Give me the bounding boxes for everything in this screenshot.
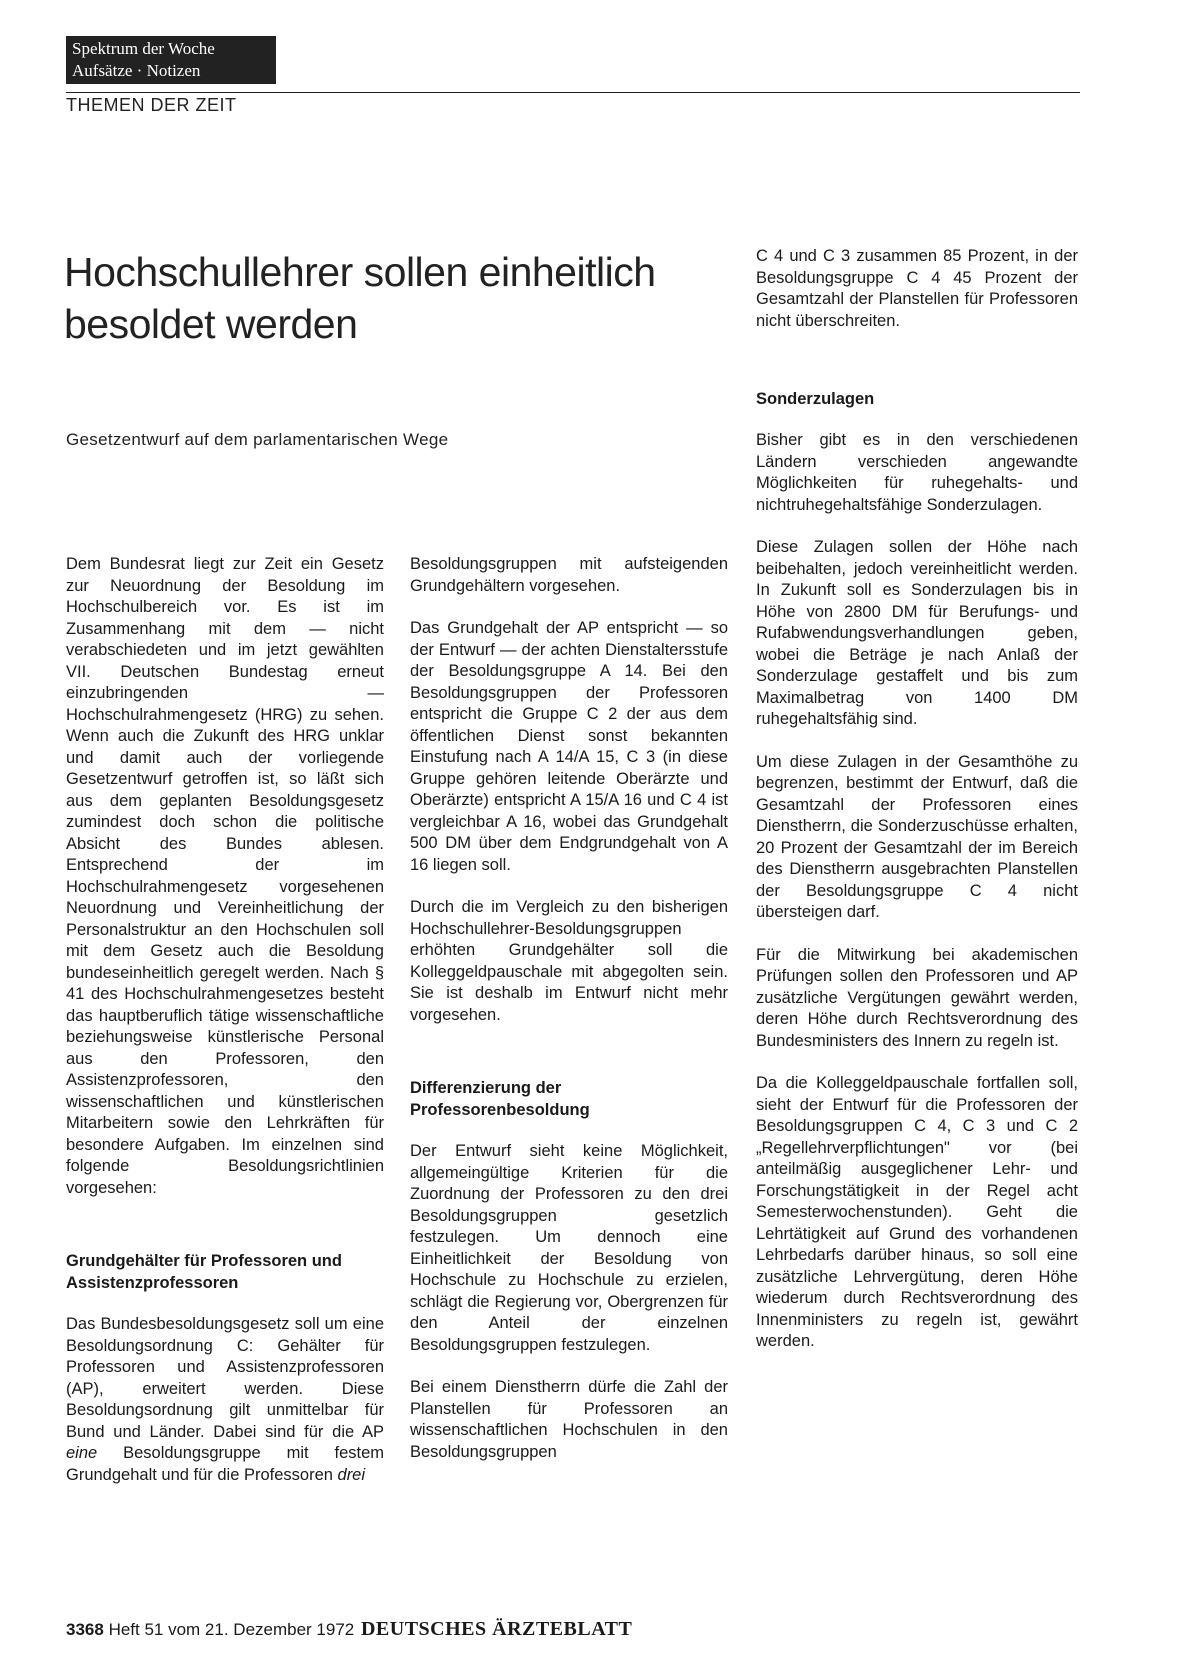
- section-badge: [66, 36, 276, 84]
- subheading: Differenzierung der Professorenbesoldung: [410, 1079, 590, 1119]
- paragraph: Für die Mitwirkung bei akademischen Prüfungen sollen den Professoren und AP zusätzliche Vergütungen gewährt werden, deren Höhe durch Rechtsverordnung des Bundesministers des Innern zu regeln ist.: [756, 945, 1078, 1050]
- column-1: [66, 554, 384, 1507]
- section-label: THEMEN DER ZEIT: [66, 95, 237, 115]
- paragraph: Besoldungsgruppen mit aufsteigenden Grundgehältern vorgesehen.: [410, 555, 728, 595]
- subheading: Sonderzulagen: [756, 390, 875, 408]
- paragraph: Bei einem Dienstherrn dürfe die Zahl der Planstellen für Professoren an wissenschaftlichen Hochschulen in den Besoldungsgruppen: [410, 1378, 728, 1461]
- paragraph: Da die Kolleggeldpauschale fortfallen soll, sieht der Entwurf für die Professoren der Besoldungsgruppen C 4, C 3 und C 2 „Regellehrverpflichtungen" vor (bei anteilmäßig ausgeglichener Lehr- und Forschungstätigkeit in der Regel acht Semesterwochenstunden). Geht die Lehrtätigkeit auf Grund des vorhandenen Lehrbedarfs darüber hinaus, so soll eine zusätzliche Lehrvergütung, deren Höhe wiederum durch Rechtsverordnung des Innenministers zu regeln ist, gewährt werden.: [756, 1074, 1078, 1350]
- page-number: 3368: [66, 1620, 104, 1639]
- header-rule: [66, 92, 1080, 93]
- paragraph: Bisher gibt es in den verschiedenen Ländern verschieden angewandte Möglichkeiten für ruhegehalts- und nichtruhegehaltsfähige Sonderzulagen.: [756, 431, 1078, 514]
- journal-name: DEUTSCHES ÄRZTEBLATT: [360, 1618, 633, 1640]
- badge-line-2: Aufsätze · Notizen: [72, 61, 201, 80]
- paragraph: Diese Zulagen sollen der Höhe nach beibehalten, jedoch vereinheitlicht werden. In Zukunft soll es Sonderzulagen bis in Höhe von 2800 DM für Berufungs- und Rufabwendungsverhandlungen geben, wobei die Beträge je nach Anlaß der Sonderzulage gestaffelt und bis zum Maximalbetrag von 1400 DM ruhegehaltsfähig sind.: [756, 538, 1078, 728]
- paragraph: Durch die im Vergleich zu den bisherigen Hochschullehrer-Besoldungsgruppen erhöhten Grundgehälter soll die Kolleggeldpauschale mit abgegolten sein. Sie ist deshalb im Entwurf nicht mehr vorgesehen.: [410, 898, 728, 1024]
- page-footer: [66, 1618, 632, 1641]
- paragraph: C 4 und C 3 zusammen 85 Prozent, in der Besoldungsgruppe C 4 45 Prozent der Gesamtzahl der Planstellen für Professoren nicht überschreiten.: [756, 247, 1078, 330]
- column-2: [410, 554, 728, 1484]
- article-subtitle: Gesetzentwurf auf dem parlamentarischen Wege: [66, 430, 449, 449]
- paragraph: Der Entwurf sieht keine Möglichkeit, allgemeingültige Kriterien für die Zuordnung der Professoren zu den drei Besoldungsgruppen gesetzlich festzulegen. Um dennoch eine Einheitlichkeit der Besoldung von Hochschule zu Hochschule zu erzielen, schlägt die Regierung vor, Obergrenzen für den Anteil der einzelnen Besoldungsgruppen festzulegen.: [410, 1142, 728, 1354]
- paragraph: Um diese Zulagen in der Gesamthöhe zu begrenzen, bestimmt der Entwurf, daß die Gesamtzahl der Professoren eines Dienstherrn, die Sonderzuschüsse erhalten, 20 Prozent der Gesamtzahl der im Bereich des Dienstherrn ausgebrachten Planstellen der Besoldungsgruppe C 4 nicht übersteigen darf.: [756, 752, 1078, 921]
- badge-line-1: Spektrum der Woche: [72, 39, 215, 58]
- column-3: [756, 246, 1078, 1374]
- paragraph: Das Grundgehalt der AP entspricht — so der Entwurf — der achten Dienstaltersstufe der Besoldungsgruppe A 14. Bei den Besoldungsgruppen der Professoren entspricht die Gruppe C 2 der aus dem öffentlichen Dienst sonst bekannten Einstufung nach A 14/A 15, C 3 (in diese Gruppe gehören leitende Oberärzte und Oberärzte) entspricht A 15/A 16 und C 4 ist vergleichbar A 16, wobei das Grundgehalt 500 DM über dem Endgrundgehalt von A 16 liegen soll.: [410, 619, 728, 874]
- subheading: Grundgehälter für Professoren und Assistenzprofessoren: [66, 1252, 342, 1292]
- article-title: Hochschullehrer sollen einheitlich besoldet werden: [64, 249, 656, 347]
- paragraph: Dem Bundesrat liegt zur Zeit ein Gesetz zur Neuordnung der Besoldung im Hochschulbereich vor. Es ist im Zusammenhang mit dem — nicht verabschiedeten und im jetzt gewählten VII. Deutschen Bundestag erneut einzubringenden — Hochschulrahmengesetz (HRG) zu sehen. Wenn auch die Zukunft des HRG unklar und damit auch der vorliegende Gesetzentwurf getroffen ist, so läßt sich aus dem geplanten Besoldungsgesetz zumindest doch schon die politische Absicht des Bundes ablesen. Entsprechend der im Hochschulrahmengesetz vorgesehenen Neuordnung und Vereinheitlichung der Personalstruktur an den Hochschulen soll mit dem Gesetz auch die Besoldung bundeseinheitlich geregelt werden. Nach § 41 des Hochschulrahmengesetzes besteht das hauptberuflich tätige wissenschaftliche beziehungsweise künstlerische Personal aus den Professoren, den Assistenzprofessoren, den wissenschaftlichen und künstlerischen Mitarbeitern sowie den Lehrkräften für besondere Aufgaben. Im einzelnen sind folgende Besoldungsrichtlinien vorgesehen:: [66, 555, 384, 1197]
- paragraph: Das Bundesbesoldungsgesetz soll um eine Besoldungsordnung C: Gehälter für Professoren und Assistenzprofessoren (AP), erweitert werden. Diese Besoldungsordnung gilt unmittelbar für Bund und Länder. Dabei sind für die AP eine Besoldungsgruppe mit festem Grundgehalt und für die Professoren drei: [66, 1315, 384, 1484]
- issue-info: Heft 51 vom 21. Dezember 1972: [108, 1620, 355, 1639]
